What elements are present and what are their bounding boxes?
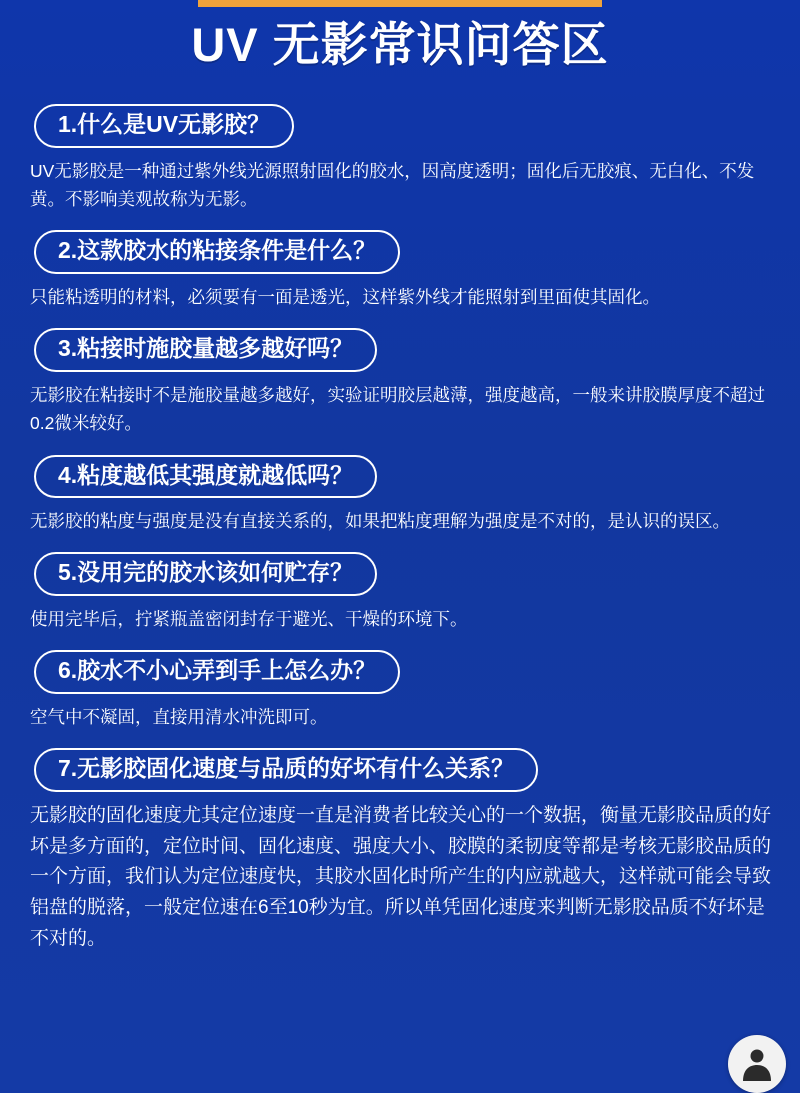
faq-list: [0, 80, 800, 955]
faq-answer: 只能粘透明的材料，必须要有一面是透光，这样紫外线才能照射到里面使其固化。: [30, 286, 660, 307]
faq-answer: UV无影胶是一种通过紫外线光源照射固化的胶水，因高度透明；固化后无胶痕、无白化、不发黄。不影响美观故称为无影。: [30, 160, 755, 209]
faq-question: 2.这款胶水的粘接条件是什么？: [34, 230, 400, 274]
faq-item: [22, 455, 778, 536]
floating-contact-button[interactable]: [728, 1035, 786, 1093]
faq-item: [22, 552, 778, 633]
faq-question: 6.胶水不小心弄到手上怎么办？: [34, 650, 400, 694]
faq-answer: 使用完毕后，拧紧瓶盖密闭封存于避光、干燥的环境下。: [30, 609, 468, 630]
faq-answer: 空气中不凝固，直接用清水冲洗即可。: [30, 706, 328, 727]
faq-answer: 无影胶的粘度与强度是没有直接关系的，如果把粘度理解为强度是不对的，是认识的误区。: [30, 511, 730, 532]
faq-item: [22, 650, 778, 731]
faq-item: [22, 328, 778, 437]
faq-question: 1.什么是UV无影胶？: [34, 104, 294, 148]
faq-question: 7.无影胶固化速度与品质的好坏有什么关系？: [34, 748, 538, 792]
faq-answer: 无影胶的固化速度尤其定位速度一直是消费者比较关心的一个数据，衡量无影胶品质的好坏是多方面的，定位时间、固化速度、强度大小、胶膜的柔韧度等都是考核无影胶品质的一个方面，我们认为定位速度快，其胶水固化时所产生的内应就越大，这样就可能会导致铝盘的脱落，一般定位速在6至10秒为宜。所以单凭固化速度来判断无影胶品质不好坏是不对的。: [30, 804, 772, 949]
page-title: UV 无影常识问答区: [191, 17, 609, 71]
faq-item: [22, 748, 778, 954]
faq-question: 3.粘接时施胶量越多越好吗？: [34, 328, 377, 372]
faq-item: [22, 104, 778, 213]
faq-question: 4.粘度越低其强度就越低吗？: [34, 455, 377, 499]
faq-question: 5.没用完的胶水该如何贮存？: [34, 552, 377, 596]
person-silhouette-icon: [737, 1047, 777, 1081]
page-title-container: [0, 0, 800, 80]
faq-answer: 无影胶在粘接时不是施胶量越多越好，实验证明胶层越薄，强度越高，一般来讲胶膜厚度不超过0.2微米较好。: [30, 384, 765, 434]
faq-item: [22, 230, 778, 311]
